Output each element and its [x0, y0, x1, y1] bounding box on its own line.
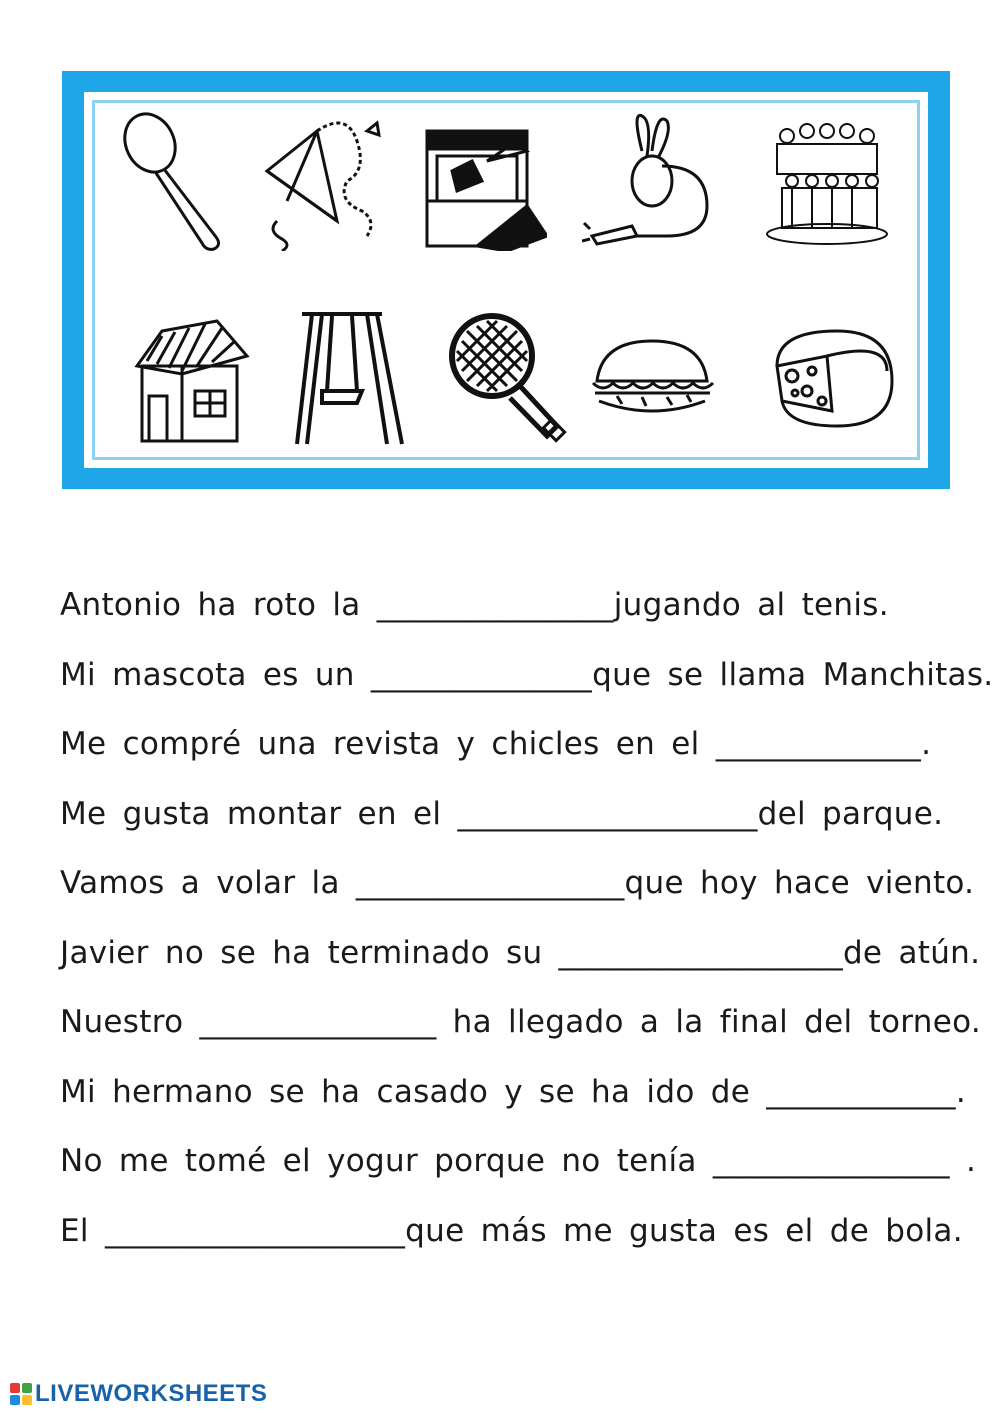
sentence-text: No me tomé el yogur porque no tenía	[60, 1143, 713, 1179]
sentence-3	[60, 716, 960, 786]
house-icon	[127, 306, 257, 446]
racket-icon	[442, 306, 572, 446]
sentence-4	[60, 786, 960, 856]
team-icon	[762, 106, 892, 246]
answer-blank[interactable]: _________________	[355, 865, 625, 901]
answer-blank[interactable]: ___________________	[457, 795, 758, 832]
sentence-text: Vamos a volar la	[60, 865, 356, 901]
answer-blank[interactable]: _______________	[199, 1004, 437, 1040]
sentence-text: Antonio ha roto la	[60, 587, 377, 623]
footer-brand[interactable]	[10, 1381, 267, 1407]
rabbit-icon	[582, 111, 712, 251]
sentence-text: Javier no se ha terminado su	[60, 934, 559, 971]
sentence-text: que se llama Manchitas.	[592, 656, 994, 693]
sentence-2	[60, 647, 994, 717]
sentence-text: del parque.	[757, 795, 944, 832]
answer-blank[interactable]: _______________	[376, 587, 614, 623]
sentence-text: ha llegado a la final del torneo.	[436, 1004, 982, 1040]
brand-name: LIVEWORKSHEETS	[35, 1380, 268, 1407]
sentence-text: Me gusta montar en el	[60, 795, 458, 832]
sentence-8	[60, 1064, 967, 1134]
sentence-text: Mi mascota es un	[60, 656, 371, 693]
sentence-1	[60, 577, 960, 647]
sentence-text: Me compré una revista y chicles en el	[60, 726, 716, 762]
sentence-text: jugando al tenis.	[613, 587, 889, 623]
picture-frame	[62, 71, 950, 489]
sandwich-icon	[587, 321, 717, 461]
cheese-icon	[767, 311, 897, 451]
sentence-text: .	[921, 726, 932, 762]
answer-blank[interactable]: ______________	[370, 656, 593, 693]
sentence-text: de atún.	[842, 934, 981, 971]
kite-icon	[257, 111, 387, 251]
sentence-text: El	[60, 1212, 105, 1249]
answer-blank[interactable]: _______________	[712, 1143, 950, 1179]
sentence-text: Mi hermano se ha casado y se ha ido de	[60, 1073, 767, 1110]
answer-blank[interactable]: __________________	[558, 934, 843, 971]
sentence-7	[60, 994, 982, 1064]
answer-blank[interactable]: ___________________	[104, 1212, 406, 1249]
liveworksheets-logo-icon	[10, 1383, 32, 1405]
sentence-9	[60, 1133, 977, 1203]
sentence-text: Nuestro	[60, 1004, 200, 1040]
sentence-text: .	[949, 1143, 977, 1179]
sentence-5	[60, 855, 975, 925]
sentence-10	[60, 1203, 963, 1273]
spoon-icon	[112, 111, 242, 251]
sentence-text: que hoy hace viento.	[624, 865, 975, 901]
sentence-list	[60, 577, 994, 1272]
answer-blank[interactable]: ____________	[766, 1073, 956, 1110]
swing-icon	[287, 306, 417, 446]
sentence-text: que más me gusta es el de bola.	[405, 1212, 963, 1249]
answer-blank[interactable]: _____________	[715, 726, 922, 762]
sentence-text: .	[955, 1073, 967, 1110]
sentence-6	[60, 925, 981, 995]
kiosk-icon	[417, 111, 547, 251]
